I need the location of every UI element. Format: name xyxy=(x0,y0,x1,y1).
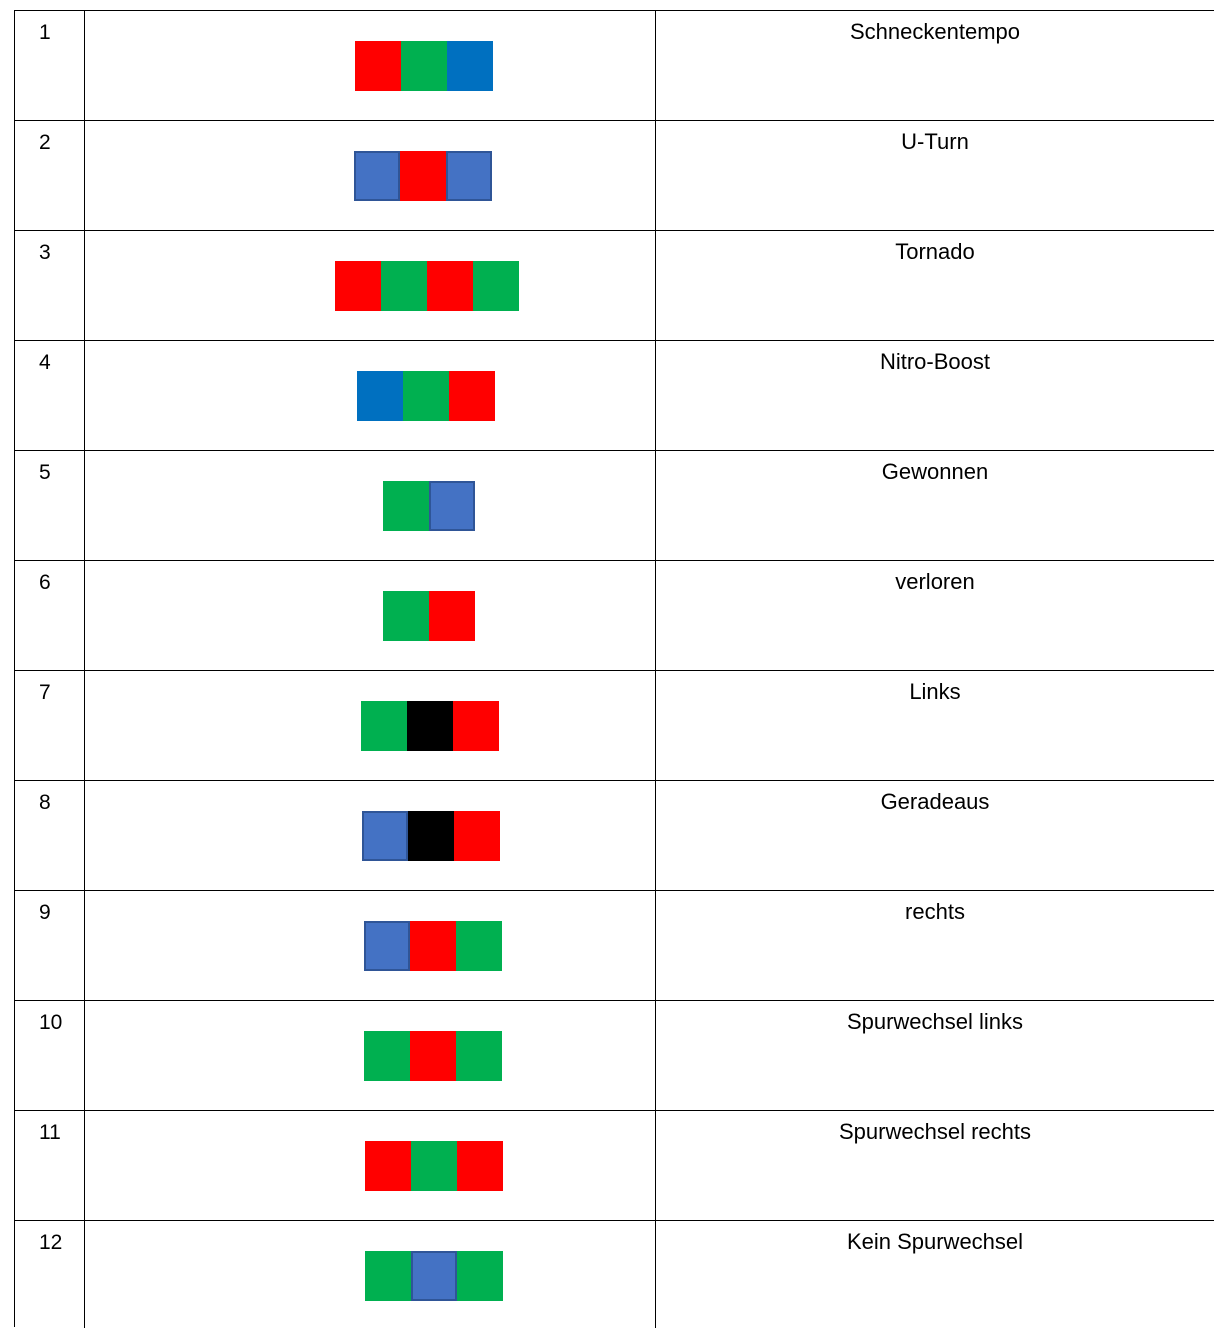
table-row xyxy=(15,11,1214,121)
command-label: Spurwechsel links xyxy=(846,1009,1024,1034)
table-row xyxy=(15,561,1214,671)
color-code-cell xyxy=(85,781,656,890)
row-number: 12 xyxy=(15,1221,85,1328)
color-block-green xyxy=(383,591,429,641)
row-number: 6 xyxy=(15,561,85,670)
table-row xyxy=(15,1221,1214,1328)
color-code-cell xyxy=(85,121,656,230)
row-number: 11 xyxy=(15,1111,85,1220)
color-code xyxy=(354,151,492,201)
color-code-cell xyxy=(85,1111,656,1220)
table-row xyxy=(15,1001,1214,1111)
row-number: 5 xyxy=(15,451,85,560)
color-block-green xyxy=(381,261,427,311)
color-code xyxy=(361,701,499,751)
command-label: U-Turn xyxy=(901,129,969,154)
command-label: rechts xyxy=(905,899,965,924)
color-block-green xyxy=(456,1031,502,1081)
color-code-cell xyxy=(85,451,656,560)
color-block-green xyxy=(456,921,502,971)
color-block-black xyxy=(407,701,453,751)
color-code-cell xyxy=(85,561,656,670)
row-number: 10 xyxy=(15,1001,85,1110)
row-number: 2 xyxy=(15,121,85,230)
color-code xyxy=(357,371,495,421)
color-block-light-blue xyxy=(429,481,475,531)
color-block-green xyxy=(411,1141,457,1191)
color-code-cell xyxy=(85,891,656,1000)
row-number: 1 xyxy=(15,11,85,120)
row-number: 7 xyxy=(15,671,85,780)
table-row xyxy=(15,121,1214,231)
color-block-green xyxy=(457,1251,503,1301)
color-block-black xyxy=(408,811,454,861)
color-block-green xyxy=(473,261,519,311)
table-row xyxy=(15,781,1214,891)
color-code xyxy=(364,921,502,971)
color-code xyxy=(364,1031,502,1081)
row-number: 9 xyxy=(15,891,85,1000)
row-number: 3 xyxy=(15,231,85,340)
command-table xyxy=(14,10,1214,1327)
command-label: Gewonnen xyxy=(881,459,989,484)
color-block-red xyxy=(335,261,381,311)
color-code xyxy=(383,481,475,531)
color-block-red xyxy=(429,591,475,641)
color-block-green xyxy=(383,481,429,531)
color-block-red xyxy=(449,371,495,421)
color-block-red xyxy=(454,811,500,861)
color-code-cell xyxy=(85,11,656,120)
command-label: Links xyxy=(909,679,961,704)
color-code-cell xyxy=(85,231,656,340)
table-row xyxy=(15,891,1214,1001)
table-row xyxy=(15,671,1214,781)
color-block-green xyxy=(364,1031,410,1081)
color-block-red xyxy=(453,701,499,751)
command-label: Kein Spurwechsel xyxy=(846,1229,1024,1254)
command-label: Tornado xyxy=(895,239,975,264)
command-label: Geradeaus xyxy=(880,789,990,814)
color-block-red xyxy=(400,151,446,201)
color-code xyxy=(365,1141,503,1191)
command-label: Nitro-Boost xyxy=(879,349,991,374)
color-block-blue xyxy=(357,371,403,421)
color-block-green xyxy=(403,371,449,421)
color-block-light-blue xyxy=(362,811,408,861)
color-block-green xyxy=(361,701,407,751)
table-row xyxy=(15,341,1214,451)
color-block-red xyxy=(365,1141,411,1191)
color-block-green xyxy=(401,41,447,91)
color-block-red xyxy=(410,1031,456,1081)
color-block-red xyxy=(410,921,456,971)
color-code xyxy=(383,591,475,641)
color-block-light-blue xyxy=(364,921,410,971)
color-code xyxy=(365,1251,503,1301)
command-label: Spurwechsel rechts xyxy=(839,1119,1031,1144)
color-block-red xyxy=(355,41,401,91)
color-block-blue xyxy=(447,41,493,91)
row-number: 8 xyxy=(15,781,85,890)
color-code-cell xyxy=(85,341,656,450)
table-row xyxy=(15,1111,1214,1221)
command-label: verloren xyxy=(895,569,975,594)
color-block-green xyxy=(365,1251,411,1301)
table-row xyxy=(15,231,1214,341)
table-row xyxy=(15,451,1214,561)
command-label: Schneckentempo xyxy=(850,19,1020,44)
color-code xyxy=(355,41,493,91)
color-code-cell xyxy=(85,1001,656,1110)
color-block-red xyxy=(457,1141,503,1191)
color-code xyxy=(335,261,519,311)
color-code xyxy=(362,811,500,861)
color-block-light-blue xyxy=(354,151,400,201)
color-code-cell xyxy=(85,671,656,780)
color-block-light-blue xyxy=(411,1251,457,1301)
color-block-red xyxy=(427,261,473,311)
row-number: 4 xyxy=(15,341,85,450)
color-code-cell xyxy=(85,1221,656,1328)
color-block-light-blue xyxy=(446,151,492,201)
